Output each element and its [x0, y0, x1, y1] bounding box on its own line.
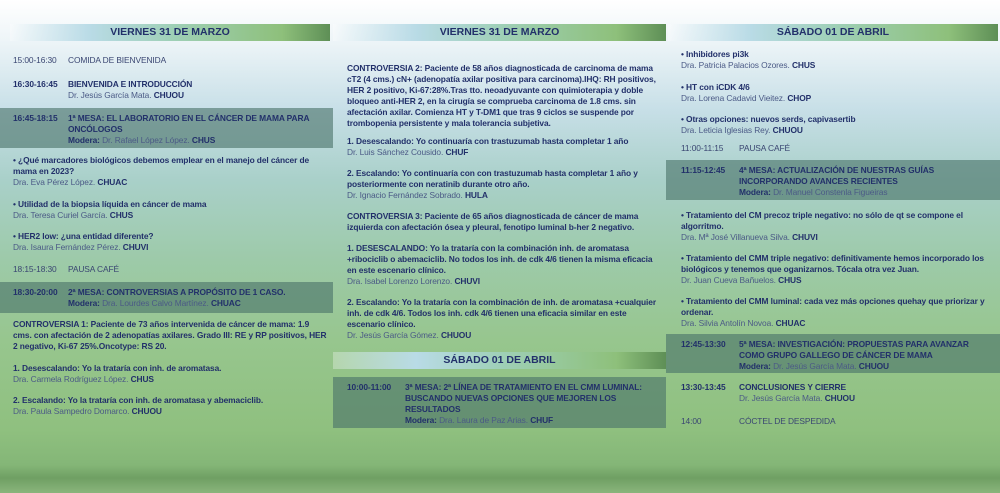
speaker-center: CHOP: [787, 93, 812, 103]
schedule-item: [13, 55, 327, 66]
speaker-line: [405, 415, 660, 426]
session-title: CÓCTEL DE DESPEDIDA: [739, 416, 836, 426]
speaker-center: HULA: [464, 190, 488, 200]
speaker-name: Dra. Lourdes Calvo Martínez.: [102, 298, 209, 308]
moderator-label: Modera:: [405, 415, 437, 425]
speaker-name: Dr. Juan Cueva Bañuelos.: [681, 275, 776, 285]
speaker-name: Dra. Leticia Iglesias Rey.: [681, 125, 771, 135]
time-slot: 10:00-11:00: [347, 382, 392, 392]
schedule-item: [347, 63, 660, 129]
speaker-center: CHUOU: [440, 330, 472, 340]
speaker-name: Dra. Laura de Paz Arias.: [439, 415, 528, 425]
speaker-center: CHUOU: [772, 125, 803, 135]
speaker-name: Dra. Eva Pérez López.: [13, 177, 96, 187]
talk-title: • Tratamiento del CM precoz triple negativo: no sólo de qt se compone el algorritmo.: [681, 210, 963, 231]
talk-title: 2. Escalando: Yo la trataría con la combinación de inh. de aromatasa +cualquier inh. de cdk 4/6. Todos los inh. cdk 4/6 tienen una eficacia similar en este escenario clínico.: [347, 297, 656, 329]
session-title: PAUSA CAFÉ: [739, 143, 790, 153]
speaker-line: [13, 210, 327, 221]
schedule-item: [681, 253, 994, 286]
day-header: SÁBADO 01 DE ABRIL: [668, 24, 998, 41]
schedule-item: [13, 199, 327, 221]
schedule-item: [681, 165, 994, 198]
talk-title: • Tratamiento del CMM triple negativo: definitivamente hemos incorporado los biológicos y tenemos que oganizarnos. Tócala otra vez Juan.: [681, 253, 984, 274]
session-title: 1ª MESA: EL LABORATORIO EN EL CÁNCER DE MAMA PARA ONCÓLOGOS: [68, 113, 310, 134]
schedule-item: [13, 113, 327, 146]
speaker-name: Dra. Silvia Antolín Novoa.: [681, 318, 774, 328]
speaker-name: Dra. Lorena Cadavid Vieitez.: [681, 93, 786, 103]
time-slot: 11:15-12:45: [681, 165, 726, 175]
schedule-item: [347, 243, 660, 287]
schedule-item: [13, 155, 327, 188]
talk-title: 2. Escalando: Yo la trataría con inh. de aromatasa y abemaciclib.: [13, 395, 264, 405]
schedule-item: [681, 296, 994, 329]
talk-title: • HER2 low: ¿una entidad diferente?: [13, 231, 154, 241]
schedule-item: [13, 363, 327, 385]
speaker-line: [681, 232, 994, 243]
talk-title: 1. DESESCALANDO: Yo la trataría con la combinación inh. de aromatasa +ribociclib o abemaciclib. No todos los inh. de cdk 4/6 tienen la misma eficacia en este escenario clínico.: [347, 243, 653, 275]
speaker-line: [13, 374, 327, 385]
time-slot: 18:30-20:00: [13, 287, 58, 297]
session-title: 2ª MESA: CONTROVERSIAS A PROPÓSITO DE 1 CASO.: [68, 287, 286, 297]
schedule-item: [681, 143, 994, 154]
speaker-center: CHUS: [130, 374, 154, 384]
speaker-center: CHUVI: [122, 242, 149, 252]
speaker-name: Dr. Jesús García Mata.: [739, 393, 823, 403]
talk-title: CONTROVERSIA 1: Paciente de 73 años intervenida de cáncer de mama: 1.9 cms. con afectación de 2 adenopatías axilares. Grado III: RE y RP positivos, HER 2 negativo, Ki-67 25%.Oncotype: RS 20.: [13, 319, 327, 351]
speaker-name: Dra. Isabel Lorenzo Lorenzo.: [347, 276, 453, 286]
speaker-center: CHUAC: [775, 318, 806, 328]
speaker-name: Dr. Rafael López López.: [102, 135, 190, 145]
talk-title: • Inhibidores pi3k: [681, 49, 749, 59]
speaker-line: [681, 93, 994, 104]
speaker-name: Dra. Patricia Palacios Ozores.: [681, 60, 790, 70]
speaker-line: [13, 242, 327, 253]
speaker-center: CHUS: [778, 275, 802, 285]
schedule-item: [347, 382, 660, 426]
time-slot: 12:45-13:30: [681, 339, 726, 349]
talk-title: CONTROVERSIA 3: Paciente de 65 años diagnosticada de cáncer de mama izquierda con afectación ósea y pleural, fenotipo luminal b-her 2 negativo.: [347, 211, 639, 232]
schedule-item: [347, 297, 660, 341]
schedule-item: [13, 264, 327, 275]
schedule-item: [681, 339, 994, 372]
speaker-line: [347, 276, 660, 287]
schedule-item: [13, 231, 327, 253]
speaker-line: [68, 298, 327, 309]
speaker-name: Dra. Carmela Rodríguez López.: [13, 374, 129, 384]
speaker-name: Dr. Manuel Constenla Figueiras: [773, 187, 888, 197]
speaker-line: [347, 330, 660, 341]
time-slot: 16:30-16:45: [13, 79, 58, 89]
time-slot: 16:45-18:15: [13, 113, 58, 123]
speaker-center: CHUVI: [792, 232, 818, 242]
session-title: 3ª MESA: 2ª LÍNEA DE TRATAMIENTO EN EL CMM LUMINAL: BUSCANDO NUEVAS OPCIONES QUE MEJOREN LOS RESULTADOS: [405, 382, 642, 414]
schedule-item: [13, 79, 327, 101]
session-title: BIENVENIDA E INTRODUCCIÓN: [68, 79, 193, 89]
session-title: 5ª MESA: INVESTIGACIÓN: PROPUESTAS PARA AVANZAR COMO GRUPO GALLEGO DE CÁNCER DE MAMA: [739, 339, 969, 360]
talk-title: CONTROVERSIA 2: Paciente de 58 años diagnosticada de carcinoma de mama cT2 (4 cms.) cN+ (adenopatía axilar positiva para carcinoma).IHQ: RH positivos, HER 2 positivo, Ki-67:28%.Tras tto. neoadyuvante con quimioterapia y doble bloqueo anti-HER 2, en la cirugía se comprueba carcinoma de 1.8 cms. sin afectación axilar. Comienza HT y T-DM1 que tras 9 ciclos se suspende por trombopenia persistente y mala tolerancia subjetiva.: [347, 63, 656, 128]
time-slot: 11:00-11:15: [681, 143, 724, 153]
speaker-center: CHUS: [109, 210, 134, 220]
speaker-name: Dr. Ignacio Fernández Sobrado.: [347, 190, 463, 200]
schedule-item: [13, 319, 327, 352]
moderator-label: Modera:: [68, 298, 100, 308]
session-title: 4ª MESA: ACTUALIZACIÓN DE NUESTRAS GUÍAS INCORPORANDO AVANCES RECIENTES: [739, 165, 935, 186]
speaker-name: Dra. Isaura Fernández Pérez.: [13, 242, 121, 252]
speaker-line: [739, 361, 994, 372]
talk-title: 1. Desescalando: Yo la trataría con inh. de aromatasa.: [13, 363, 222, 373]
speaker-name: Dr. Jesús García Mata.: [773, 361, 857, 371]
schedule-item: [681, 49, 994, 71]
speaker-line: [681, 125, 994, 136]
speaker-line: [347, 190, 660, 201]
speaker-center: CHUOU: [824, 393, 855, 403]
talk-title: 2. Escalando: Yo continuaría con con trastuzumab hasta completar 1 año y posteriormente con neratinib durante otro año.: [347, 168, 638, 189]
talk-title: • ¿Qué marcadores biológicos debemos emplear en el manejo del cáncer de mama en 2023?: [13, 155, 310, 176]
speaker-name: Dra. Paula Sampedro Domarco.: [13, 406, 130, 416]
speaker-line: [739, 393, 994, 404]
speaker-line: [13, 406, 327, 417]
moderator-label: Modera:: [739, 361, 771, 371]
talk-title: • Utilidad de la biopsia líquida en cáncer de mama: [13, 199, 207, 209]
speaker-center: CHUAC: [210, 298, 241, 308]
speaker-line: [739, 187, 994, 198]
time-slot: 13:30-13:45: [681, 382, 726, 392]
time-slot: 15:00-16:30: [13, 55, 57, 65]
schedule-item: [681, 114, 994, 136]
speaker-center: CHUOU: [131, 406, 162, 416]
schedule-item: [13, 287, 327, 309]
talk-title: • Otras opciones: nuevos serds, capivasertib: [681, 114, 856, 124]
speaker-line: [681, 318, 994, 329]
day-header: VIERNES 31 DE MARZO: [10, 24, 330, 41]
speaker-center: CHUOU: [153, 90, 184, 100]
speaker-line: [68, 90, 327, 101]
speaker-center: CHUS: [791, 60, 816, 70]
talk-title: 1. Desescalando: Yo continuaría con trastuzumab hasta completar 1 año: [347, 136, 629, 146]
talk-title: • HT con iCDK 4/6: [681, 82, 750, 92]
schedule-item: [13, 395, 327, 417]
speaker-name: Dra. Teresa Curiel García.: [13, 210, 108, 220]
time-slot: 18:15-18:30: [13, 264, 57, 274]
schedule-item: [347, 136, 660, 158]
time-slot: 14:00: [681, 416, 702, 426]
schedule-item: [347, 211, 660, 233]
session-title: PAUSA CAFÉ: [68, 264, 119, 274]
schedule-item: [681, 416, 994, 427]
speaker-name: Dr. Jesús García Gómez.: [347, 330, 439, 340]
speaker-name: Dra. Mª José Villanueva Silva.: [681, 232, 790, 242]
day-header: VIERNES 31 DE MARZO: [333, 24, 666, 41]
speaker-line: [347, 147, 660, 158]
talk-title: • Tratamiento del CMM luminal: cada vez más opciones quehay que priorizar y ordenar.: [681, 296, 985, 317]
speaker-line: [68, 135, 327, 146]
schedule-item: [681, 382, 994, 404]
speaker-center: CHUF: [445, 147, 469, 157]
moderator-label: Modera:: [68, 135, 100, 145]
speaker-center: CHUF: [530, 415, 554, 425]
speaker-center: CHUAC: [97, 177, 128, 187]
schedule-item: [681, 210, 994, 243]
speaker-line: [681, 60, 994, 71]
moderator-label: Modera:: [739, 187, 771, 197]
speaker-line: [13, 177, 327, 188]
speaker-name: Dr. Jesús García Mata.: [68, 90, 152, 100]
speaker-center: CHUOU: [858, 361, 890, 371]
speaker-line: [681, 275, 994, 286]
schedule-item: [681, 82, 994, 104]
speaker-name: Dr. Luis Sánchez Cousido.: [347, 147, 444, 157]
session-title: CONCLUSIONES Y CIERRE: [739, 382, 846, 392]
session-title: COMIDA DE BIENVENIDA: [68, 55, 167, 65]
speaker-center: CHUS: [191, 135, 216, 145]
day-header: SÁBADO 01 DE ABRIL: [333, 352, 666, 369]
speaker-center: CHUVI: [454, 276, 481, 286]
schedule-item: [347, 168, 660, 201]
